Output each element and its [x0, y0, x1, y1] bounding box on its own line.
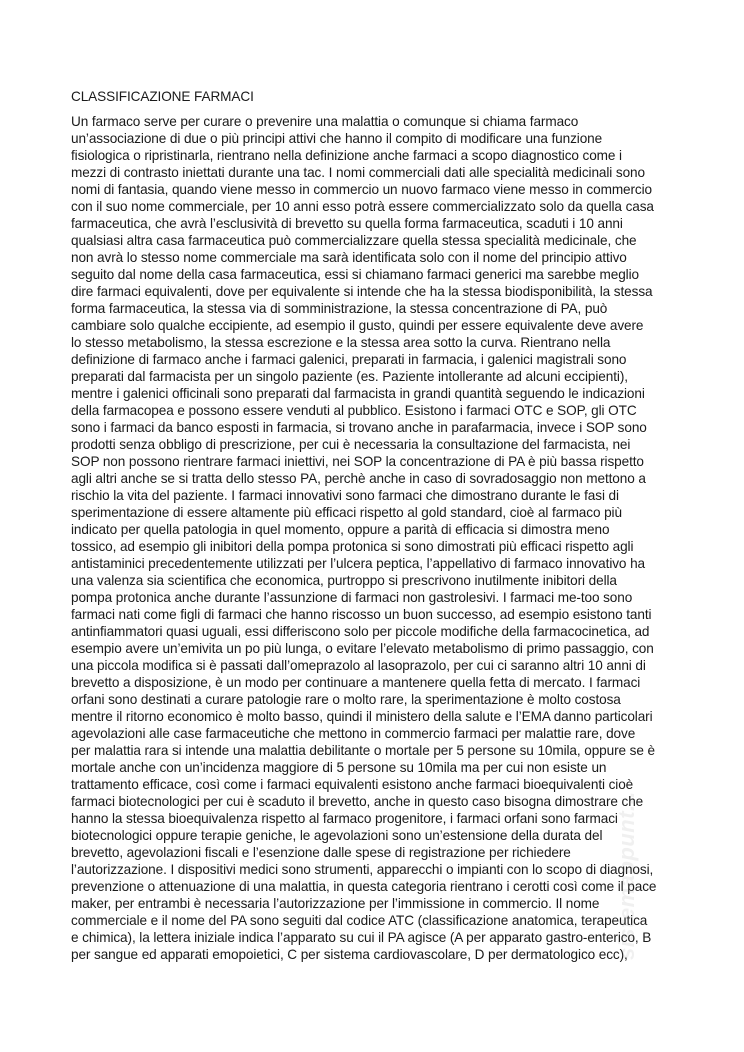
- text-line: prevenzione o attenuazione di una malattia, in questa categoria rientrano i cerotti così come il pace: [71, 879, 657, 894]
- text-line: commerciale e il nome del PA sono seguiti dal codice ATC (classificazione anatomica, terapeutica: [71, 913, 648, 928]
- text-line: agli altri anche se si tratta dello stesso PA, perchè anche in caso di sovradosaggio non mettono a: [71, 471, 646, 486]
- text-line: indicato per quella patologia in quel momento, oppure a parità di efficacia si dimostra meno: [71, 522, 610, 537]
- watermark: sistemappunt...: [614, 791, 639, 960]
- text-line: preparati dal farmacista per un singolo paziente (es. Paziente intollerante ad alcuni eccipienti),: [71, 369, 628, 384]
- document-body: [71, 113, 681, 963]
- text-line: biotecnologici oppure terapie geniche, le agevolazioni sono un’estensione della durata del: [71, 828, 603, 843]
- text-line: non avrà lo stesso nome commerciale ma sarà identificata solo con il nome del principio attivo: [71, 250, 627, 265]
- text-line: mentre il ritorno economico è molto basso, quindi il ministero della salute e l’EMA danno particolari: [71, 709, 653, 724]
- text-line: forma farmaceutica, la stessa via di somministrazione, la stessa concentrazione di PA, può: [71, 301, 608, 316]
- text-line: brevetto, agevolazioni fiscali e l’esenzione dalle spese di registrazione per richiedere: [71, 845, 571, 860]
- text-line: Un farmaco serve per curare o prevenire una malattia o comunque si chiama farmaco: [71, 114, 579, 129]
- text-line: per malattia rara si intende una malattia debilitante o mortale per 5 persone su 10mila, oppure se è: [71, 743, 655, 758]
- text-line: sperimentazione di essere altamente più efficaci rispetto al gold standard, cioè al farmaco più: [71, 505, 622, 520]
- text-line: orfani sono destinati a curare patologie rare o molto rare, la sperimentazione è molto costosa: [71, 692, 621, 707]
- text-line: cambiare solo qualche eccipiente, ad esempio il gusto, quindi per essere equivalente deve avere: [71, 318, 644, 333]
- text-line: e chimica), la lettera iniziale indica l’apparato su cui il PA agisce (A per apparato gastro-enterico, B: [71, 930, 652, 945]
- text-line: farmaci nati come figli di farmaci che hanno riscosso un buon successo, ad esempio esistono tanti: [71, 607, 652, 622]
- text-line: maker, per entrambi è necessaria l’autorizzazione per l’immissione in commercio. Il nome: [71, 896, 600, 911]
- text-line: prodotti senza obbligo di prescrizione, per cui è necessaria la consultazione del farmacista, nei: [71, 437, 631, 452]
- text-line: definizione di farmaco anche i farmaci galenici, preparati in farmacia, i galenici magistrali sono: [71, 352, 627, 367]
- text-line: mezzi di contrasto iniettati durante una tac. I nomi commerciali dati alle specialità medicinali sono: [71, 165, 645, 180]
- text-line: nomi di fantasia, quando viene messo in commercio un nuovo farmaco viene messo in commercio: [71, 182, 653, 197]
- text-line: lo stesso metabolismo, la stessa escrezione e la stessa area sotto la curva. Rientrano nella: [71, 335, 611, 350]
- text-line: una valenza sia scientifica che economica, purtroppo si prescrivono inutilmente inibitori della: [71, 573, 617, 588]
- text-line: l’autorizzazione. I dispositivi medici sono strumenti, apparecchi o impianti con lo scopo di diagnosi,: [71, 862, 654, 877]
- document-title: CLASSIFICAZIONE FARMACI: [71, 89, 254, 104]
- text-line: antistaminici precedentemente utilizzati per l’ulcera peptica, l’appellativo di farmaco innovativo ha: [71, 556, 645, 571]
- text-line: SOP non possono rientrare farmaci iniettivi, nei SOP la concentrazione di PA è più bassa rispetto: [71, 454, 644, 469]
- text-line: farmaci biotecnologici per cui è scaduto il brevetto, anche in questo caso bisogna dimostrare che: [71, 794, 644, 809]
- text-line: trattamento efficace, così come i farmaci equivalenti esistono anche farmaci bioequivalenti cioè: [71, 777, 634, 792]
- text-line: antinfiammatori quasi uguali, essi differiscono solo per piccole modifiche della farmacocinetica, ad: [71, 624, 650, 639]
- text-line: con il suo nome commerciale, per 10 anni esso potrà essere commercializzato solo da quella casa: [71, 199, 654, 214]
- text-line: tossico, ad esempio gli inibitori della pompa protonica si sono dimostrati più efficaci rispetto agli: [71, 539, 634, 554]
- text-line: mentre i galenici officinali sono preparati dal farmacista in grandi quantità seguendo le indicazioni: [71, 386, 645, 401]
- text-line: della farmacopea e possono essere venduti al pubblico. Esistono i farmaci OTC e SOP, gli OTC: [71, 403, 637, 418]
- text-line: seguito dal nome della casa farmaceutica, essi si chiamano farmaci generici ma sarebbe meglio: [71, 267, 639, 282]
- text-line: per sangue ed apparati emopoietici, C per sistema cardiovascolare, D per dermatologico ecc),: [71, 947, 628, 962]
- text-line: mortale anche con un’incidenza maggiore di 5 persone su 10mila ma per cui non esiste un: [71, 760, 607, 775]
- text-line: qualsiasi altra casa farmaceutica può commercializzare quella stessa specialità medicinale, che: [71, 233, 637, 248]
- text-line: esempio avere un’emivita un po più lunga, o evitare l’elevato metabolismo di primo passaggio, con: [71, 641, 654, 656]
- text-line: un’associazione di due o più principi attivi che hanno il compito di modificare una funzione: [71, 131, 603, 146]
- text-line: una piccola modifica si è passati dall’omeprazolo al lasoprazolo, per cui ci saranno altri 10 anni di: [71, 658, 646, 673]
- text-line: farmaceutica, che avrà l’esclusività di brevetto su quella forma farmaceutica, scaduti i 10 anni: [71, 216, 623, 231]
- text-line: pompa protonica anche durante l’assunzione di farmaci non gastrolesivi. I farmaci me-too sono: [71, 590, 633, 605]
- text-line: fisiologica o ripristinarla, rientrano nella definizione anche farmaci a scopo diagnostico come i: [71, 148, 622, 163]
- text-line: brevetto a disposizione, è un modo per continuare a mantenere quella fetta di mercato. I farmaci: [71, 675, 641, 690]
- text-line: hanno la stessa bioequivalenza rispetto al farmaco progenitore, i farmaci orfani sono farmaci: [71, 811, 618, 826]
- text-line: dire farmaci equivalenti, dove per equivalente si intende che ha la stessa biodisponibilità, la stessa: [71, 284, 653, 299]
- text-line: rischio la vita del paziente. I farmaci innovativi sono farmaci che dimostrano durante le fasi di: [71, 488, 619, 503]
- text-line: agevolazioni alle case farmaceutiche che mettono in commercio farmaci per malattie rare, dove: [71, 726, 636, 741]
- text-line: sono i farmaci da banco esposti in farmacia, si trovano anche in parafarmacia, invece i SOP sono: [71, 420, 647, 435]
